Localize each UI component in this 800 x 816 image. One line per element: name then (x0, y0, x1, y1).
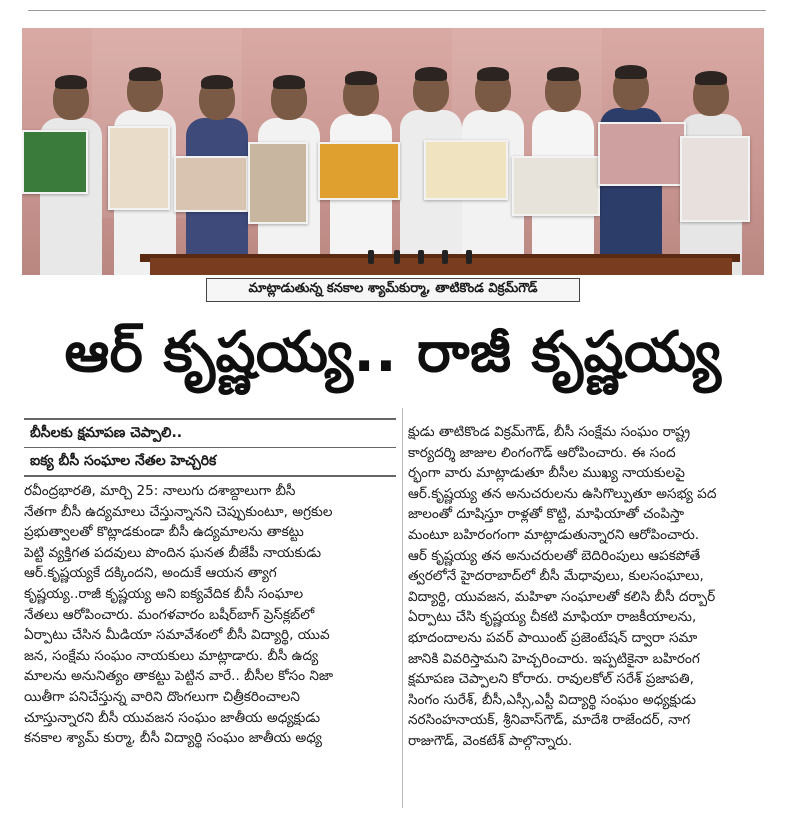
text-line: కృష్ణయ్య..రాజీ కృష్ణయ్య అని ఐక్యవేదిక బీసీ సంఘాల (24, 585, 304, 602)
text-line: ఏర్పాటు చేసిన మీడియా సమావేశంలో బీసీ విద్యార్థి, యువ (24, 627, 330, 644)
text-line: నేతగా బీసీ ఉద్యమాలు చేస్తున్నానని చెప్పుకుంటూ, అగ్రకుల (24, 503, 333, 520)
poster (174, 156, 248, 212)
microphone (368, 250, 374, 264)
text-line: సింగం సురేశ్, బీసీ,ఎస్సీ,ఎస్టీ విద్యార్థి సంఘం అధ్యక్షుడు (408, 691, 696, 708)
text-line: ప్రభుత్వాలతో కొట్లాడకుండా బీసీ ఉద్యమాలను తాకట్టు (24, 524, 304, 541)
headline: ఆర్ కృష్ణయ్య.. రాజీ కృష్ణయ్య (64, 319, 722, 385)
text-line: నరసింహనాయక్, శ్రీనివాస్‌గౌడ్, మాదేశి రాజేందర్, నాగ (408, 712, 691, 729)
poster (598, 122, 686, 186)
microphone (418, 250, 424, 264)
text-line: క్షమాపణ చెప్పాలని కోరారు. రావులకోల్ సరేశ్ ప్రజాపతి, (408, 671, 694, 688)
left-column (24, 418, 396, 749)
text-line: రవీంద్రభారతి, మార్చి 25: నాలుగు దశాబ్దాలుగా బీసీ (24, 483, 296, 499)
article-body-left (24, 477, 396, 749)
text-line: చూస్తున్నారని బీసీ యువజన సంఘం జాతీయ అధ్యక్షుడు (24, 709, 321, 726)
text-line: త్వరలోనే హైదరాబాద్‌లో బీసీ మేధావులు, కులసంఘాలు, (408, 568, 704, 585)
text-line: ఆర్ కృష్ణయ్య తన అనుచరులతో బెదిరింపులు ఆపకపోతే (408, 547, 701, 564)
subheading: బీసీలకు క్షమాపణ చెప్పాలి.. (24, 418, 396, 448)
microphone (466, 250, 472, 264)
text-line: ర్భంగా వారు మాట్లాడుతూ బీసీల ముఖ్య నాయకులపై (408, 465, 685, 482)
text-line: ఆర్.కృష్ణయ్యకే దక్కిందని, అందుకే ఆయన త్యాగ (24, 565, 277, 582)
text-line: కార్యదర్శి జాజుల లింగంగౌడ్ ఆరోపించారు. ఈ సంద (408, 444, 676, 461)
text-line: కనకాల శ్యామ్ కుర్మా, బీసీ విద్యార్థి సంఘం జాతీయ అధ్య (24, 730, 322, 747)
text-line: మంటూ బహిరంగంగా మాట్లాడుతున్నారని ఆరోపించారు. (408, 526, 700, 543)
text-line: జన, సంక్షేమ సంఘం నాయకులు మాట్లాడారు. బీసీ ఉద్య (24, 647, 319, 664)
top-rule (28, 10, 766, 11)
text-line: విద్యార్థి, యువజన, మహిళా సంఘాలతో కలిసి బీసీ దర్బార్ (408, 588, 716, 605)
text-line: ఏర్పాటు చేసి కృష్ణయ్య చీకటి మాఫియా రాజకీయాలను, (408, 609, 697, 626)
microphone (394, 250, 400, 264)
text-line: క్షుడు తాటికొండ విక్రమ్‌గౌడ్, బీసీ సంక్షేమ సంఘం రాష్ట్ర (408, 424, 691, 440)
text-line: నేతలు ఆరోపించారు. మంగళవారం బషీర్‌బాగ్ ప్రెస్‌క్లబ్‌లో (24, 606, 315, 623)
poster (680, 136, 750, 222)
right-column (408, 418, 770, 752)
text-line: జానికి వివరిస్తామని హెచ్చరించారు. ఇప్పటికైనా బహిరంగ (408, 650, 700, 667)
subheading: ఐక్య బీసీ సంఘాల నేతల హెచ్చరిక (24, 448, 396, 477)
photo-caption: మాట్లాడుతున్న కనకాల శ్యామ్‌కుర్మా, తాటికొండ విక్రమ్‌గౌడ్ (206, 278, 580, 302)
news-photo (22, 28, 764, 275)
poster (248, 142, 308, 224)
text-line: పెట్టి వ్యక్తిగత పదవులు పొందిన ఘనత బీజేపీ నాయకుడు (24, 544, 322, 561)
poster (22, 130, 88, 194)
poster (424, 140, 508, 200)
text-line: ఆర్.కృష్ణయ్య తన అనుచరులను ఉసిగొల్పుతూ అసభ్య పద (408, 485, 717, 502)
column-divider (402, 408, 403, 808)
microphone (442, 250, 448, 264)
article-body-right (408, 418, 770, 752)
poster (318, 142, 400, 200)
text-line: భూదందాలను పవర్ పాయింట్ ప్రజెంటేషన్ ద్వారా సమా (408, 629, 698, 646)
podium (150, 258, 732, 275)
poster (512, 156, 600, 216)
text-line: జాలంతో దూషిస్తూ రాళ్లతో కొట్టి, మాఫియాతో చంపిస్తా (408, 506, 685, 523)
poster (108, 126, 170, 210)
text-line: మాలను అనునిత్యం తాకట్టు పెట్టిన వారే.. బీసీల కోసం నిజా (24, 668, 334, 685)
text-line: యితీగా పనిచేస్తున్న వారిని దొంగలుగా చిత్రీకరించాలని (24, 688, 300, 705)
text-line: రాజుగౌడ్, వెంకటేశ్ పాల్గొన్నారు. (408, 732, 573, 749)
